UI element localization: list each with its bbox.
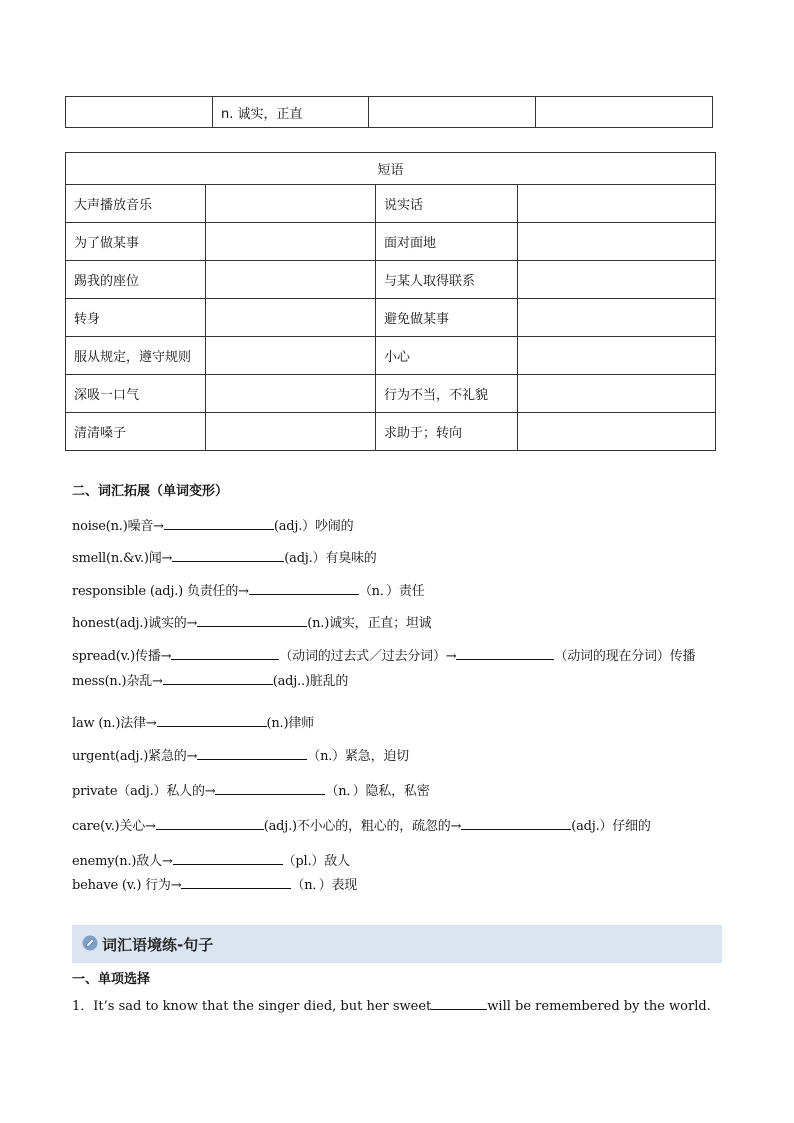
answer-blank[interactable]	[461, 817, 571, 830]
vocab-item	[72, 612, 431, 631]
answer-cell-right[interactable]	[518, 375, 716, 413]
answer-cell-left[interactable]	[206, 299, 376, 337]
answer-blank[interactable]	[197, 747, 307, 760]
phrase-zh-right: 说实话	[376, 185, 518, 223]
vocab-meaning: （pl.）敌人	[282, 854, 350, 869]
vocab-item	[72, 780, 430, 799]
question-1-text-before: 1．It’s sad to know that the singer died, but her sweet	[72, 999, 432, 1014]
table-row	[66, 185, 716, 223]
vocab-mid: (adj.)不小心的，粗心的，疏忽的→	[263, 819, 462, 834]
table-row	[66, 375, 716, 413]
answer-blank[interactable]	[172, 549, 284, 562]
phrase-zh-left: 为了做某事	[66, 223, 206, 261]
vocab-meaning: （n．）责任	[358, 584, 425, 599]
answer-cell-right[interactable]	[518, 223, 716, 261]
top-vocab-table	[65, 96, 713, 128]
answer-cell-right[interactable]	[518, 261, 716, 299]
vocab-item	[72, 712, 314, 731]
vocab-item	[72, 745, 409, 764]
answer-blank[interactable]	[249, 582, 359, 595]
vocab-meaning: (n.)律师	[266, 716, 314, 731]
vocab-item	[72, 670, 348, 689]
phrase-zh-left: 服从规定，遵守规则	[66, 337, 206, 375]
answer-blank[interactable]	[171, 647, 279, 660]
table-cell: n. 诚实，正直	[213, 97, 369, 128]
answer-blank[interactable]	[181, 876, 291, 889]
answer-cell-left[interactable]	[206, 413, 376, 451]
answer-cell-left[interactable]	[206, 185, 376, 223]
answer-blank[interactable]	[456, 647, 554, 660]
vocab-meaning: （n．）表现	[291, 878, 358, 893]
vocab-prompt: urgent(adj.)紧急的→	[72, 749, 198, 764]
answer-blank[interactable]	[431, 997, 487, 1010]
answer-blank[interactable]	[163, 672, 273, 685]
table-row	[66, 97, 713, 128]
phrase-table	[65, 152, 716, 451]
vocab-item	[72, 850, 350, 869]
vocab-prompt: smell(n.&v.)闻→	[72, 551, 173, 566]
answer-blank[interactable]	[197, 614, 307, 627]
table-row	[66, 223, 716, 261]
vocab-meaning: (adj..)脏乱的	[272, 674, 349, 689]
vocab-meaning: （n．）隐私，私密	[325, 784, 430, 799]
table-row	[66, 261, 716, 299]
table-header-row	[66, 153, 716, 185]
phrase-table-header: 短语	[66, 153, 716, 185]
phrase-zh-left: 清清嗓子	[66, 413, 206, 451]
answer-blank[interactable]	[156, 817, 264, 830]
question-1-text-after: will be remembered by the world.	[487, 999, 711, 1014]
vocab-prompt: noise(n.)噪音→	[72, 519, 164, 534]
vocab-item	[72, 874, 357, 893]
table-row	[66, 299, 716, 337]
answer-blank[interactable]	[173, 852, 283, 865]
table-cell	[536, 97, 713, 128]
phrase-zh-right: 求助于；转向	[376, 413, 518, 451]
phrase-zh-left: 深吸一口气	[66, 375, 206, 413]
vocab-prompt: mess(n.)杂乱→	[72, 674, 163, 689]
answer-cell-right[interactable]	[518, 185, 716, 223]
vocab-meaning: (n.)诚实，正直；坦诚	[307, 616, 432, 631]
section-title-single-choice: 一、单项选择	[72, 972, 151, 987]
vocab-prompt: spread(v.)传播→	[72, 649, 172, 664]
phrase-zh-left: 踢我的座位	[66, 261, 206, 299]
table-cell	[369, 97, 536, 128]
vocab-prompt: behave (v.) 行为→	[72, 878, 182, 893]
answer-cell-right[interactable]	[518, 299, 716, 337]
phrase-zh-left: 转身	[66, 299, 206, 337]
phrase-zh-right: 行为不当，不礼貌	[376, 375, 518, 413]
vocab-item	[72, 515, 353, 534]
vocab-prompt: responsible (adj.) 负责任的→	[72, 584, 249, 599]
answer-cell-left[interactable]	[206, 375, 376, 413]
pencil-icon	[82, 935, 98, 951]
answer-blank[interactable]	[157, 714, 267, 727]
vocab-meaning: （动词的现在分词）传播	[554, 649, 696, 664]
phrase-zh-right: 避免做某事	[376, 299, 518, 337]
question-1	[72, 995, 711, 1014]
section-title-vocab-expansion: 二、词汇拓展（单词变形）	[72, 484, 229, 499]
vocab-item	[72, 547, 377, 566]
answer-cell-left[interactable]	[206, 337, 376, 375]
vocab-item	[72, 815, 651, 834]
vocab-prompt: honest(adj.)诚实的→	[72, 616, 198, 631]
answer-blank[interactable]	[164, 517, 274, 530]
table-row	[66, 337, 716, 375]
table-cell	[66, 97, 213, 128]
vocab-item	[72, 580, 425, 599]
vocab-meaning: (adj.）有臭味的	[284, 551, 377, 566]
banner-title: 词汇语境练-句子	[102, 936, 214, 954]
answer-cell-right[interactable]	[518, 413, 716, 451]
phrase-zh-right: 面对面地	[376, 223, 518, 261]
phrase-zh-right: 与某人取得联系	[376, 261, 518, 299]
answer-cell-left[interactable]	[206, 223, 376, 261]
vocab-prompt: law (n.)法律→	[72, 716, 157, 731]
table-row	[66, 413, 716, 451]
vocab-prompt: private（adj.）私人的→	[72, 784, 216, 799]
answer-cell-right[interactable]	[518, 337, 716, 375]
vocab-prompt: enemy(n.)敌人→	[72, 854, 173, 869]
answer-cell-left[interactable]	[206, 261, 376, 299]
vocab-meaning: (adj.）吵闹的	[273, 519, 354, 534]
vocab-mid: （动词的过去式／过去分词）→	[279, 649, 457, 664]
phrase-zh-left: 大声播放音乐	[66, 185, 206, 223]
vocab-prompt: care(v.)关心→	[72, 819, 156, 834]
vocab-item	[72, 645, 695, 664]
answer-blank[interactable]	[215, 782, 325, 795]
vocab-meaning: (adj.）仔细的	[571, 819, 651, 834]
vocab-meaning: （n.）紧急，迫切	[307, 749, 409, 764]
phrase-zh-right: 小心	[376, 337, 518, 375]
section-banner	[72, 925, 722, 963]
